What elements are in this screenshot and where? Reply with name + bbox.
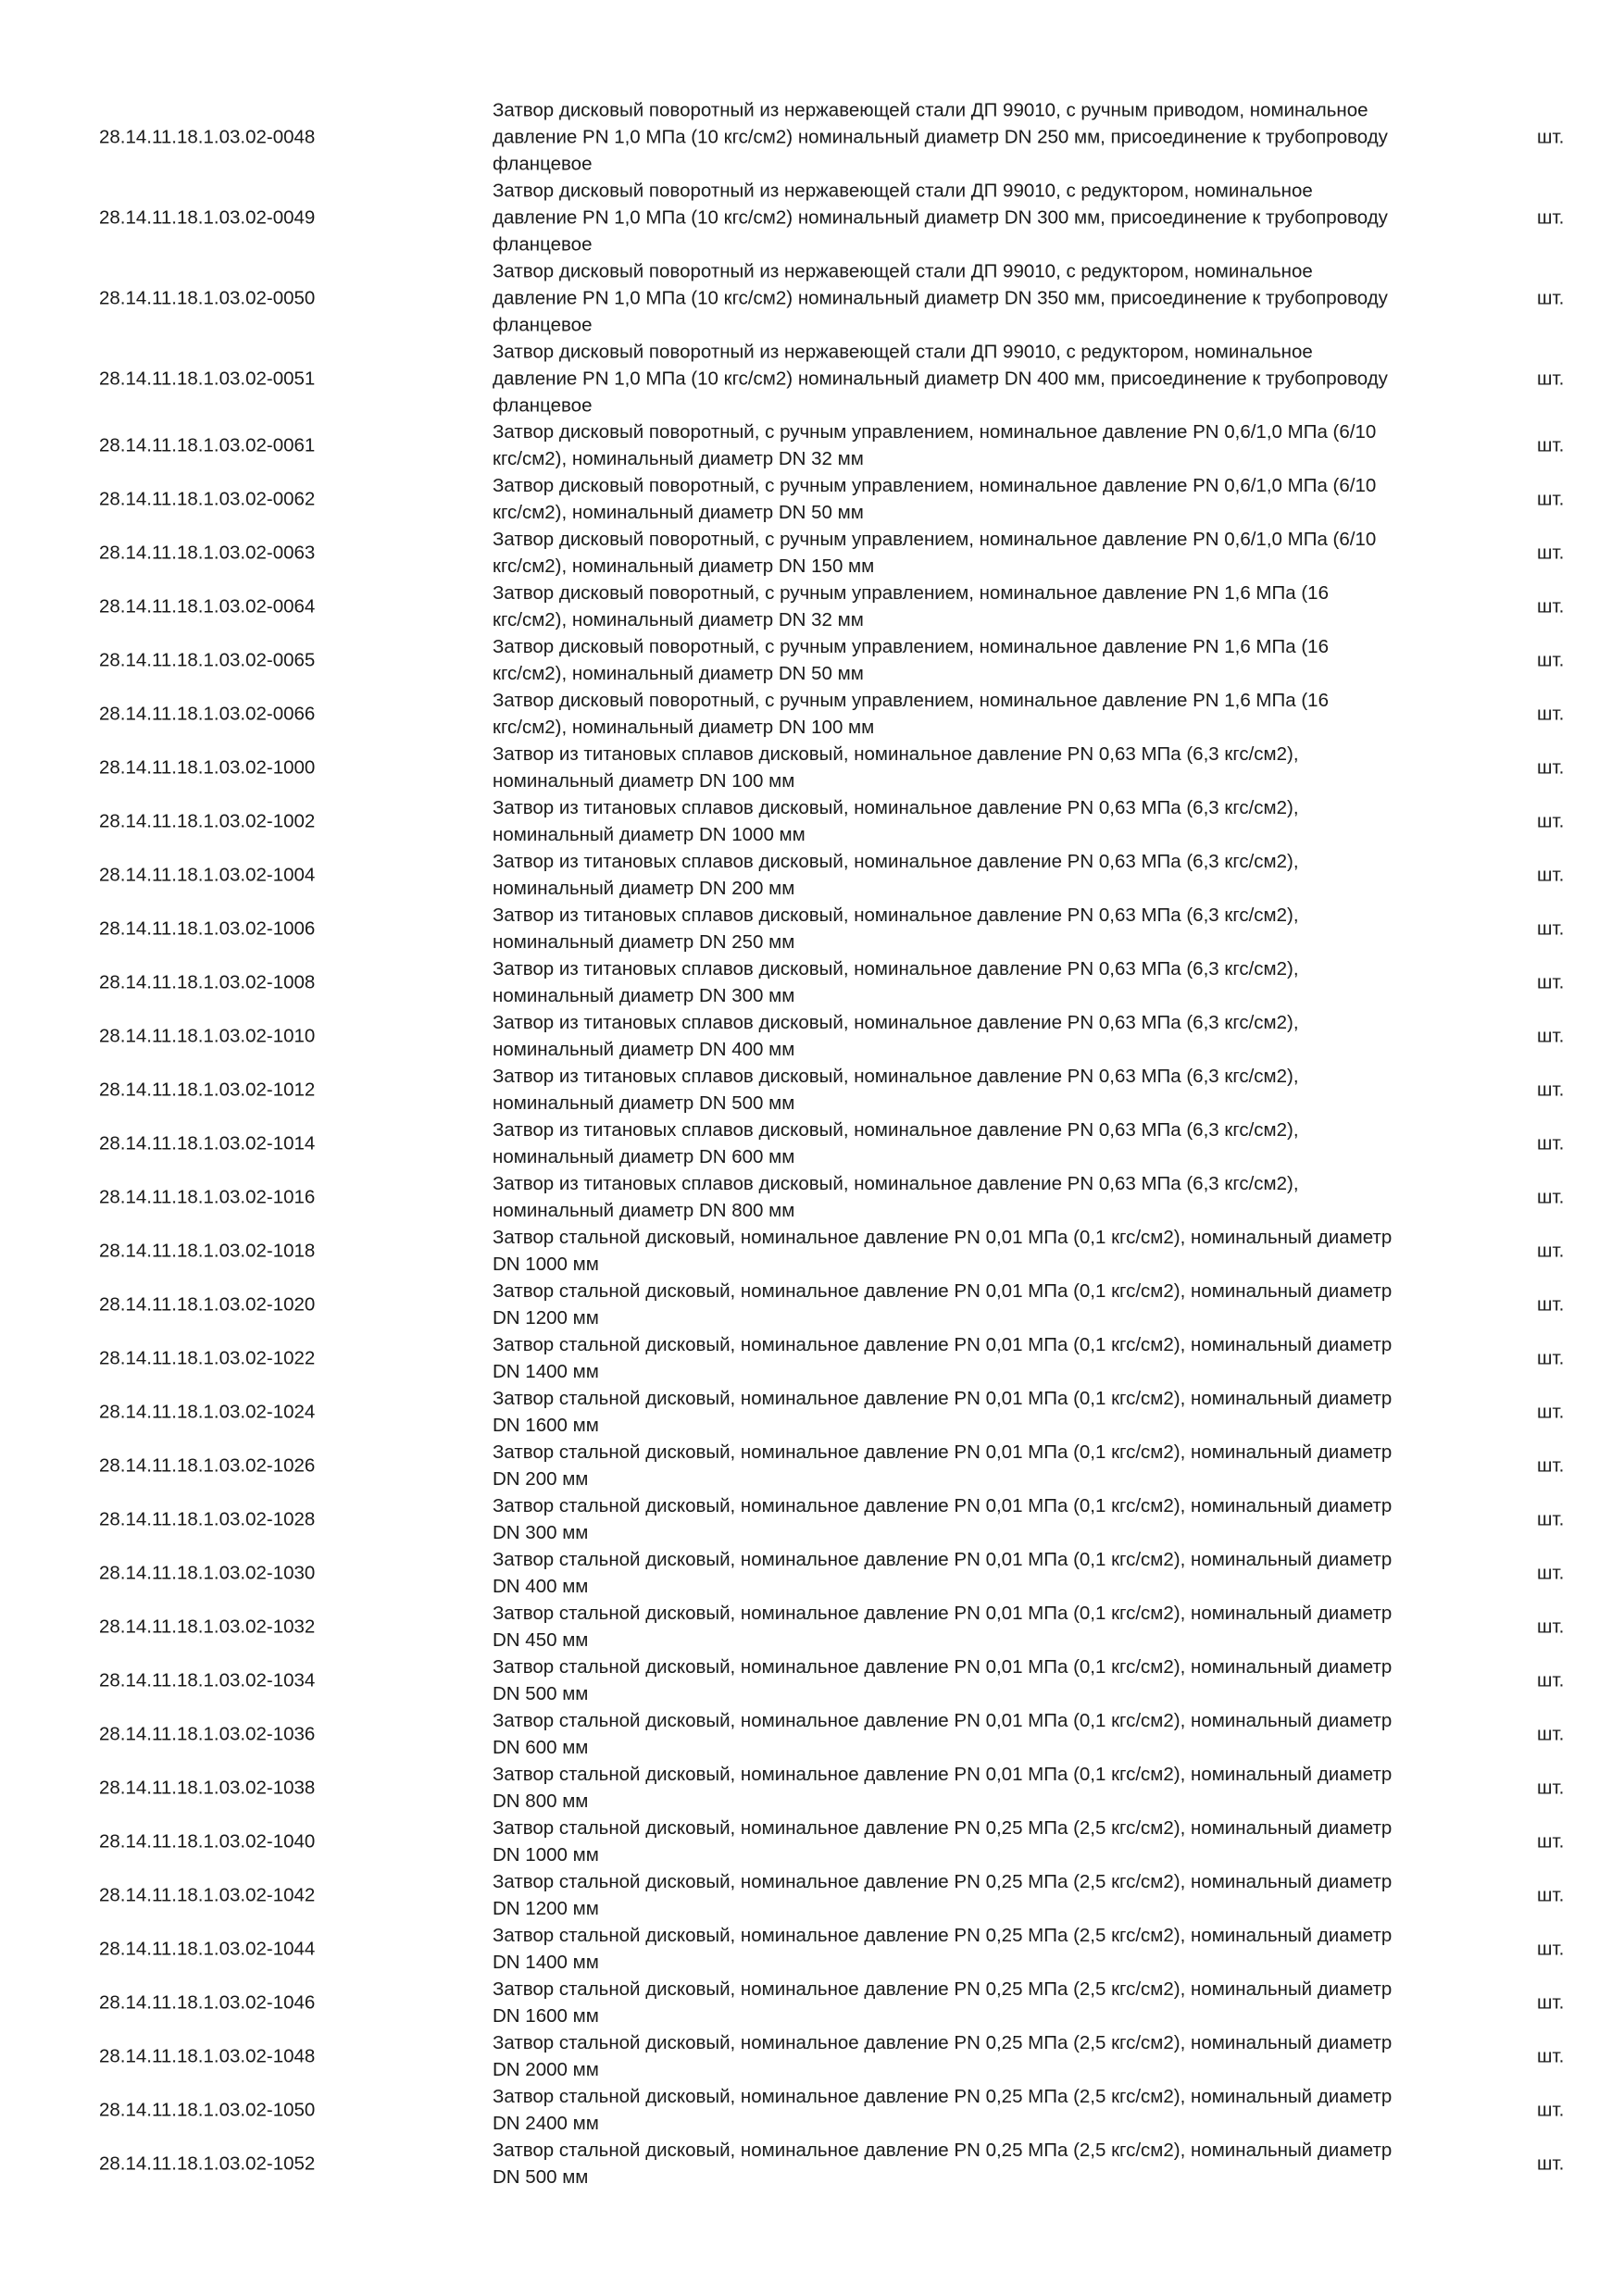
table-row: [0, 418, 1624, 472]
item-unit: шт.: [1537, 1132, 1565, 1154]
item-description: [493, 1063, 1455, 1117]
item-unit: шт.: [1537, 126, 1565, 147]
description-line: кгс/см2), номинальный диаметр DN 150 мм: [493, 555, 875, 577]
item-description: [493, 96, 1455, 177]
description-line: Затвор стальной дисковый, номинальное давление PN 0,25 МПа (2,5 кгс/см2), номинальный диаметр: [493, 1817, 1393, 1839]
description-line: Затвор дисковый поворотный из нержавеющей стали ДП 99010, с ручным приводом, номинальное: [493, 99, 1368, 120]
table-row: [0, 580, 1624, 633]
item-unit: шт.: [1537, 810, 1565, 832]
table-row: [0, 1224, 1624, 1278]
description-line: фланцевое: [493, 233, 593, 255]
table-row: [0, 2137, 1624, 2190]
item-description: [493, 1653, 1455, 1707]
item-description: [493, 177, 1455, 257]
item-description: [493, 2029, 1455, 2083]
item-code: 28.14.11.18.1.03.02-1034: [99, 1669, 316, 1691]
description-line: давление PN 1,0 МПа (10 кгс/см2) номинальный диаметр DN 250 мм, присоединение к трубопроводу: [493, 126, 1388, 147]
description-line: фланцевое: [493, 153, 593, 174]
item-description: [493, 580, 1455, 633]
description-line: номинальный диаметр DN 300 мм: [493, 985, 795, 1006]
description-line: Затвор из титановых сплавов дисковый, номинальное давление PN 0,63 МПа (6,3 кгс/см2),: [493, 797, 1299, 818]
item-unit: шт.: [1537, 1991, 1565, 2014]
description-line: Затвор из титановых сплавов дисковый, номинальное давление PN 0,63 МПа (6,3 кгс/см2),: [493, 905, 1299, 926]
item-unit: шт.: [1537, 488, 1565, 510]
table-row: [0, 1170, 1624, 1224]
item-code: 28.14.11.18.1.03.02-1026: [99, 1454, 316, 1477]
item-unit: шт.: [1537, 1884, 1565, 1906]
item-code: 28.14.11.18.1.03.02-0061: [99, 434, 316, 456]
item-code: 28.14.11.18.1.03.02-1050: [99, 2099, 316, 2121]
item-code: 28.14.11.18.1.03.02-0066: [99, 703, 316, 725]
description-line: DN 450 мм: [493, 1629, 589, 1651]
table-row: [0, 1009, 1624, 1063]
item-unit: шт.: [1537, 2045, 1565, 2067]
table-row: [0, 1278, 1624, 1331]
item-code: 28.14.11.18.1.03.02-1048: [99, 2045, 316, 2067]
item-unit: шт.: [1537, 595, 1565, 618]
description-line: DN 1400 мм: [493, 1952, 599, 1973]
item-code: 28.14.11.18.1.03.02-0049: [99, 206, 316, 228]
item-description: [493, 1546, 1455, 1600]
item-code: 28.14.11.18.1.03.02-1022: [99, 1347, 316, 1369]
item-code: 28.14.11.18.1.03.02-0048: [99, 126, 316, 147]
description-line: Затвор стальной дисковый, номинальное давление PN 0,25 МПа (2,5 кгс/см2), номинальный диаметр: [493, 2086, 1393, 2107]
item-description: [493, 1707, 1455, 1761]
item-unit: шт.: [1537, 1508, 1565, 1530]
table-row: [0, 1868, 1624, 1922]
item-description: [493, 472, 1455, 526]
description-line: DN 1600 мм: [493, 1415, 599, 1436]
item-description: [493, 1815, 1455, 1868]
item-code: 28.14.11.18.1.03.02-1016: [99, 1186, 316, 1208]
description-line: кгс/см2), номинальный диаметр DN 50 мм: [493, 502, 864, 523]
item-description: [493, 257, 1455, 338]
description-line: DN 2400 мм: [493, 2113, 599, 2134]
table-row: [0, 794, 1624, 848]
item-description: [493, 1439, 1455, 1492]
description-line: Затвор дисковый поворотный, с ручным управлением, номинальное давление PN 0,6/1,0 МПа (6/10: [493, 421, 1377, 443]
item-code: 28.14.11.18.1.03.02-1012: [99, 1079, 316, 1101]
item-description: [493, 1117, 1455, 1170]
description-line: Затвор стальной дисковый, номинальное давление PN 0,25 МПа (2,5 кгс/см2), номинальный диаметр: [493, 2140, 1393, 2161]
table-row: [0, 741, 1624, 794]
item-unit: шт.: [1537, 1240, 1565, 1262]
description-line: Затвор из титановых сплавов дисковый, номинальное давление PN 0,63 МПа (6,3 кгс/см2),: [493, 958, 1299, 980]
item-unit: шт.: [1537, 1616, 1565, 1638]
table-row: [0, 257, 1624, 338]
item-code: 28.14.11.18.1.03.02-0064: [99, 595, 316, 618]
item-code: 28.14.11.18.1.03.02-1032: [99, 1616, 316, 1638]
description-line: DN 600 мм: [493, 1737, 589, 1758]
item-unit: шт.: [1537, 1025, 1565, 1047]
item-code: 28.14.11.18.1.03.02-1028: [99, 1508, 316, 1530]
item-code: 28.14.11.18.1.03.02-1000: [99, 756, 316, 779]
description-line: кгс/см2), номинальный диаметр DN 100 мм: [493, 717, 875, 738]
table-row: [0, 472, 1624, 526]
description-line: Затвор дисковый поворотный, с ручным управлением, номинальное давление PN 1,6 МПа (16: [493, 690, 1329, 711]
item-unit: шт.: [1537, 971, 1565, 993]
table-row: [0, 955, 1624, 1009]
item-unit: шт.: [1537, 1347, 1565, 1369]
table-row: [0, 1385, 1624, 1439]
table-row: [0, 1922, 1624, 1976]
table-row: [0, 1600, 1624, 1653]
description-line: DN 1400 мм: [493, 1361, 599, 1382]
item-code: 28.14.11.18.1.03.02-1024: [99, 1401, 316, 1423]
item-code: 28.14.11.18.1.03.02-1010: [99, 1025, 316, 1047]
description-line: Затвор стальной дисковый, номинальное давление PN 0,25 МПа (2,5 кгс/см2), номинальный диаметр: [493, 2032, 1393, 2053]
item-code: 28.14.11.18.1.03.02-1014: [99, 1132, 316, 1154]
item-unit: шт.: [1537, 649, 1565, 671]
item-code: 28.14.11.18.1.03.02-1018: [99, 1240, 316, 1262]
item-description: [493, 1600, 1455, 1653]
description-line: фланцевое: [493, 314, 593, 335]
item-code: 28.14.11.18.1.03.02-0051: [99, 368, 316, 389]
description-line: Затвор стальной дисковый, номинальное давление PN 0,01 МПа (0,1 кгс/см2), номинальный диаметр: [493, 1227, 1393, 1248]
item-unit: шт.: [1537, 2152, 1565, 2175]
item-code: 28.14.11.18.1.03.02-1004: [99, 864, 316, 886]
item-code: 28.14.11.18.1.03.02-1046: [99, 1991, 316, 2014]
item-description: [493, 1278, 1455, 1331]
item-description: [493, 1922, 1455, 1976]
item-unit: шт.: [1537, 1186, 1565, 1208]
description-line: Затвор стальной дисковый, номинальное давление PN 0,01 МПа (0,1 кгс/см2), номинальный диаметр: [493, 1334, 1393, 1355]
description-line: Затвор дисковый поворотный, с ручным управлением, номинальное давление PN 1,6 МПа (16: [493, 636, 1329, 657]
item-description: [493, 633, 1455, 687]
description-line: DN 400 мм: [493, 1576, 589, 1597]
description-line: номинальный диаметр DN 100 мм: [493, 770, 795, 792]
item-description: [493, 1868, 1455, 1922]
description-line: Затвор стальной дисковый, номинальное давление PN 0,01 МПа (0,1 кгс/см2), номинальный диаметр: [493, 1656, 1393, 1678]
item-description: [493, 1761, 1455, 1815]
description-line: DN 2000 мм: [493, 2059, 599, 2080]
description-line: Затвор из титановых сплавов дисковый, номинальное давление PN 0,63 МПа (6,3 кгс/см2),: [493, 743, 1299, 765]
description-line: Затвор дисковый поворотный из нержавеющей стали ДП 99010, с редуктором, номинальное: [493, 180, 1313, 201]
item-code: 28.14.11.18.1.03.02-0065: [99, 649, 316, 671]
item-unit: шт.: [1537, 1938, 1565, 1960]
description-line: DN 1600 мм: [493, 2005, 599, 2027]
description-line: Затвор дисковый поворотный из нержавеющей стали ДП 99010, с редуктором, номинальное: [493, 260, 1313, 281]
table-row: [0, 1063, 1624, 1117]
description-line: DN 500 мм: [493, 1683, 589, 1704]
description-line: Затвор из титановых сплавов дисковый, номинальное давление PN 0,63 МПа (6,3 кгс/см2),: [493, 851, 1299, 872]
description-line: Затвор стальной дисковый, номинальное давление PN 0,01 МПа (0,1 кгс/см2), номинальный диаметр: [493, 1495, 1393, 1516]
description-line: Затвор стальной дисковый, номинальное давление PN 0,01 МПа (0,1 кгс/см2), номинальный диаметр: [493, 1603, 1393, 1624]
description-line: кгс/см2), номинальный диаметр DN 32 мм: [493, 609, 864, 630]
description-line: кгс/см2), номинальный диаметр DN 50 мм: [493, 663, 864, 684]
item-unit: шт.: [1537, 1293, 1565, 1316]
description-line: Затвор стальной дисковый, номинальное давление PN 0,01 МПа (0,1 кгс/см2), номинальный диаметр: [493, 1388, 1393, 1409]
item-unit: шт.: [1537, 1777, 1565, 1799]
item-description: [493, 1170, 1455, 1224]
price-list-table: [0, 96, 1624, 2190]
item-unit: шт.: [1537, 287, 1565, 308]
item-code: 28.14.11.18.1.03.02-0063: [99, 542, 316, 564]
description-line: номинальный диаметр DN 400 мм: [493, 1039, 795, 1060]
description-line: DN 300 мм: [493, 1522, 589, 1543]
item-description: [493, 741, 1455, 794]
item-description: [493, 526, 1455, 580]
table-row: [0, 1976, 1624, 2029]
description-line: DN 200 мм: [493, 1468, 589, 1490]
table-row: [0, 1439, 1624, 1492]
item-code: 28.14.11.18.1.03.02-1020: [99, 1293, 316, 1316]
item-unit: шт.: [1537, 1830, 1565, 1853]
description-line: кгс/см2), номинальный диаметр DN 32 мм: [493, 448, 864, 469]
description-line: DN 1000 мм: [493, 1844, 599, 1866]
description-line: Затвор стальной дисковый, номинальное давление PN 0,25 МПа (2,5 кгс/см2), номинальный диаметр: [493, 1978, 1393, 2000]
description-line: номинальный диаметр DN 1000 мм: [493, 824, 806, 845]
item-unit: шт.: [1537, 1669, 1565, 1691]
table-row: [0, 1546, 1624, 1600]
table-row: [0, 902, 1624, 955]
description-line: Затвор стальной дисковый, номинальное давление PN 0,01 МПа (0,1 кгс/см2), номинальный диаметр: [493, 1764, 1393, 1785]
item-unit: шт.: [1537, 368, 1565, 389]
table-row: [0, 633, 1624, 687]
item-unit: шт.: [1537, 756, 1565, 779]
description-line: Затвор дисковый поворотный, с ручным управлением, номинальное давление PN 1,6 МПа (16: [493, 582, 1329, 604]
description-line: номинальный диаметр DN 250 мм: [493, 931, 795, 953]
item-description: [493, 848, 1455, 902]
item-code: 28.14.11.18.1.03.02-1036: [99, 1723, 316, 1745]
item-description: [493, 1385, 1455, 1439]
item-unit: шт.: [1537, 864, 1565, 886]
item-description: [493, 1224, 1455, 1278]
description-line: давление PN 1,0 МПа (10 кгс/см2) номинальный диаметр DN 300 мм, присоединение к трубопроводу: [493, 206, 1388, 228]
item-description: [493, 1009, 1455, 1063]
item-unit: шт.: [1537, 1723, 1565, 1745]
description-line: Затвор из титановых сплавов дисковый, номинальное давление PN 0,63 МПа (6,3 кгс/см2),: [493, 1012, 1299, 1033]
description-line: давление PN 1,0 МПа (10 кгс/см2) номинальный диаметр DN 400 мм, присоединение к трубопроводу: [493, 368, 1388, 389]
item-description: [493, 338, 1455, 418]
item-description: [493, 2083, 1455, 2137]
item-description: [493, 955, 1455, 1009]
description-line: DN 1200 мм: [493, 1898, 599, 1919]
description-line: Затвор стальной дисковый, номинальное давление PN 0,01 МПа (0,1 кгс/см2), номинальный диаметр: [493, 1710, 1393, 1731]
item-unit: шт.: [1537, 1454, 1565, 1477]
item-description: [493, 2137, 1455, 2190]
description-line: DN 800 мм: [493, 1791, 589, 1812]
description-line: DN 1200 мм: [493, 1307, 599, 1329]
item-description: [493, 1492, 1455, 1546]
table-row: [0, 338, 1624, 418]
table-row: [0, 1653, 1624, 1707]
table-row: [0, 177, 1624, 257]
table-row: [0, 848, 1624, 902]
item-code: 28.14.11.18.1.03.02-1030: [99, 1562, 316, 1584]
item-unit: шт.: [1537, 1562, 1565, 1584]
table-row: [0, 1815, 1624, 1868]
table-row: [0, 526, 1624, 580]
description-line: номинальный диаметр DN 200 мм: [493, 878, 795, 899]
item-code: 28.14.11.18.1.03.02-1042: [99, 1884, 316, 1906]
description-line: Затвор стальной дисковый, номинальное давление PN 0,01 МПа (0,1 кгс/см2), номинальный диаметр: [493, 1441, 1393, 1463]
item-description: [493, 1976, 1455, 2029]
description-line: Затвор дисковый поворотный, с ручным управлением, номинальное давление PN 0,6/1,0 МПа (6/10: [493, 475, 1377, 496]
table-row: [0, 1492, 1624, 1546]
item-unit: шт.: [1537, 434, 1565, 456]
description-line: Затвор стальной дисковый, номинальное давление PN 0,25 МПа (2,5 кгс/см2), номинальный диаметр: [493, 1925, 1393, 1946]
item-code: 28.14.11.18.1.03.02-1040: [99, 1830, 316, 1853]
description-line: Затвор из титановых сплавов дисковый, номинальное давление PN 0,63 МПа (6,3 кгс/см2),: [493, 1173, 1299, 1194]
item-description: [493, 1331, 1455, 1385]
description-line: давление PN 1,0 МПа (10 кгс/см2) номинальный диаметр DN 350 мм, присоединение к трубопроводу: [493, 287, 1388, 308]
item-unit: шт.: [1537, 917, 1565, 940]
item-code: 28.14.11.18.1.03.02-1038: [99, 1777, 316, 1799]
item-code: 28.14.11.18.1.03.02-1002: [99, 810, 316, 832]
item-description: [493, 418, 1455, 472]
item-description: [493, 794, 1455, 848]
item-unit: шт.: [1537, 206, 1565, 228]
item-unit: шт.: [1537, 1401, 1565, 1423]
description-line: номинальный диаметр DN 800 мм: [493, 1200, 795, 1221]
description-line: Затвор из титановых сплавов дисковый, номинальное давление PN 0,63 МПа (6,3 кгс/см2),: [493, 1066, 1299, 1087]
item-code: 28.14.11.18.1.03.02-1008: [99, 971, 316, 993]
description-line: DN 500 мм: [493, 2166, 589, 2188]
table-row: [0, 2029, 1624, 2083]
description-line: Затвор дисковый поворотный из нержавеющей стали ДП 99010, с редуктором, номинальное: [493, 341, 1313, 362]
item-code: 28.14.11.18.1.03.02-1052: [99, 2152, 316, 2175]
item-description: [493, 902, 1455, 955]
table-row: [0, 1707, 1624, 1761]
description-line: Затвор стальной дисковый, номинальное давление PN 0,01 МПа (0,1 кгс/см2), номинальный диаметр: [493, 1280, 1393, 1302]
item-code: 28.14.11.18.1.03.02-0062: [99, 488, 316, 510]
table-row: [0, 1117, 1624, 1170]
item-code: 28.14.11.18.1.03.02-1006: [99, 917, 316, 940]
table-row: [0, 96, 1624, 177]
item-code: 28.14.11.18.1.03.02-0050: [99, 287, 316, 308]
table-row: [0, 1761, 1624, 1815]
table-row: [0, 687, 1624, 741]
description-line: Затвор стальной дисковый, номинальное давление PN 0,25 МПа (2,5 кгс/см2), номинальный диаметр: [493, 1871, 1393, 1892]
description-line: фланцевое: [493, 394, 593, 416]
description-line: Затвор стальной дисковый, номинальное давление PN 0,01 МПа (0,1 кгс/см2), номинальный диаметр: [493, 1549, 1393, 1570]
item-unit: шт.: [1537, 703, 1565, 725]
item-code: 28.14.11.18.1.03.02-1044: [99, 1938, 316, 1960]
item-unit: шт.: [1537, 542, 1565, 564]
description-line: Затвор дисковый поворотный, с ручным управлением, номинальное давление PN 0,6/1,0 МПа (6/10: [493, 529, 1377, 550]
description-line: номинальный диаметр DN 500 мм: [493, 1092, 795, 1114]
description-line: номинальный диаметр DN 600 мм: [493, 1146, 795, 1167]
item-unit: шт.: [1537, 1079, 1565, 1101]
description-line: Затвор из титановых сплавов дисковый, номинальное давление PN 0,63 МПа (6,3 кгс/см2),: [493, 1119, 1299, 1141]
description-line: DN 1000 мм: [493, 1254, 599, 1275]
item-unit: шт.: [1537, 2099, 1565, 2121]
table-row: [0, 1331, 1624, 1385]
item-description: [493, 687, 1455, 741]
table-row: [0, 2083, 1624, 2137]
